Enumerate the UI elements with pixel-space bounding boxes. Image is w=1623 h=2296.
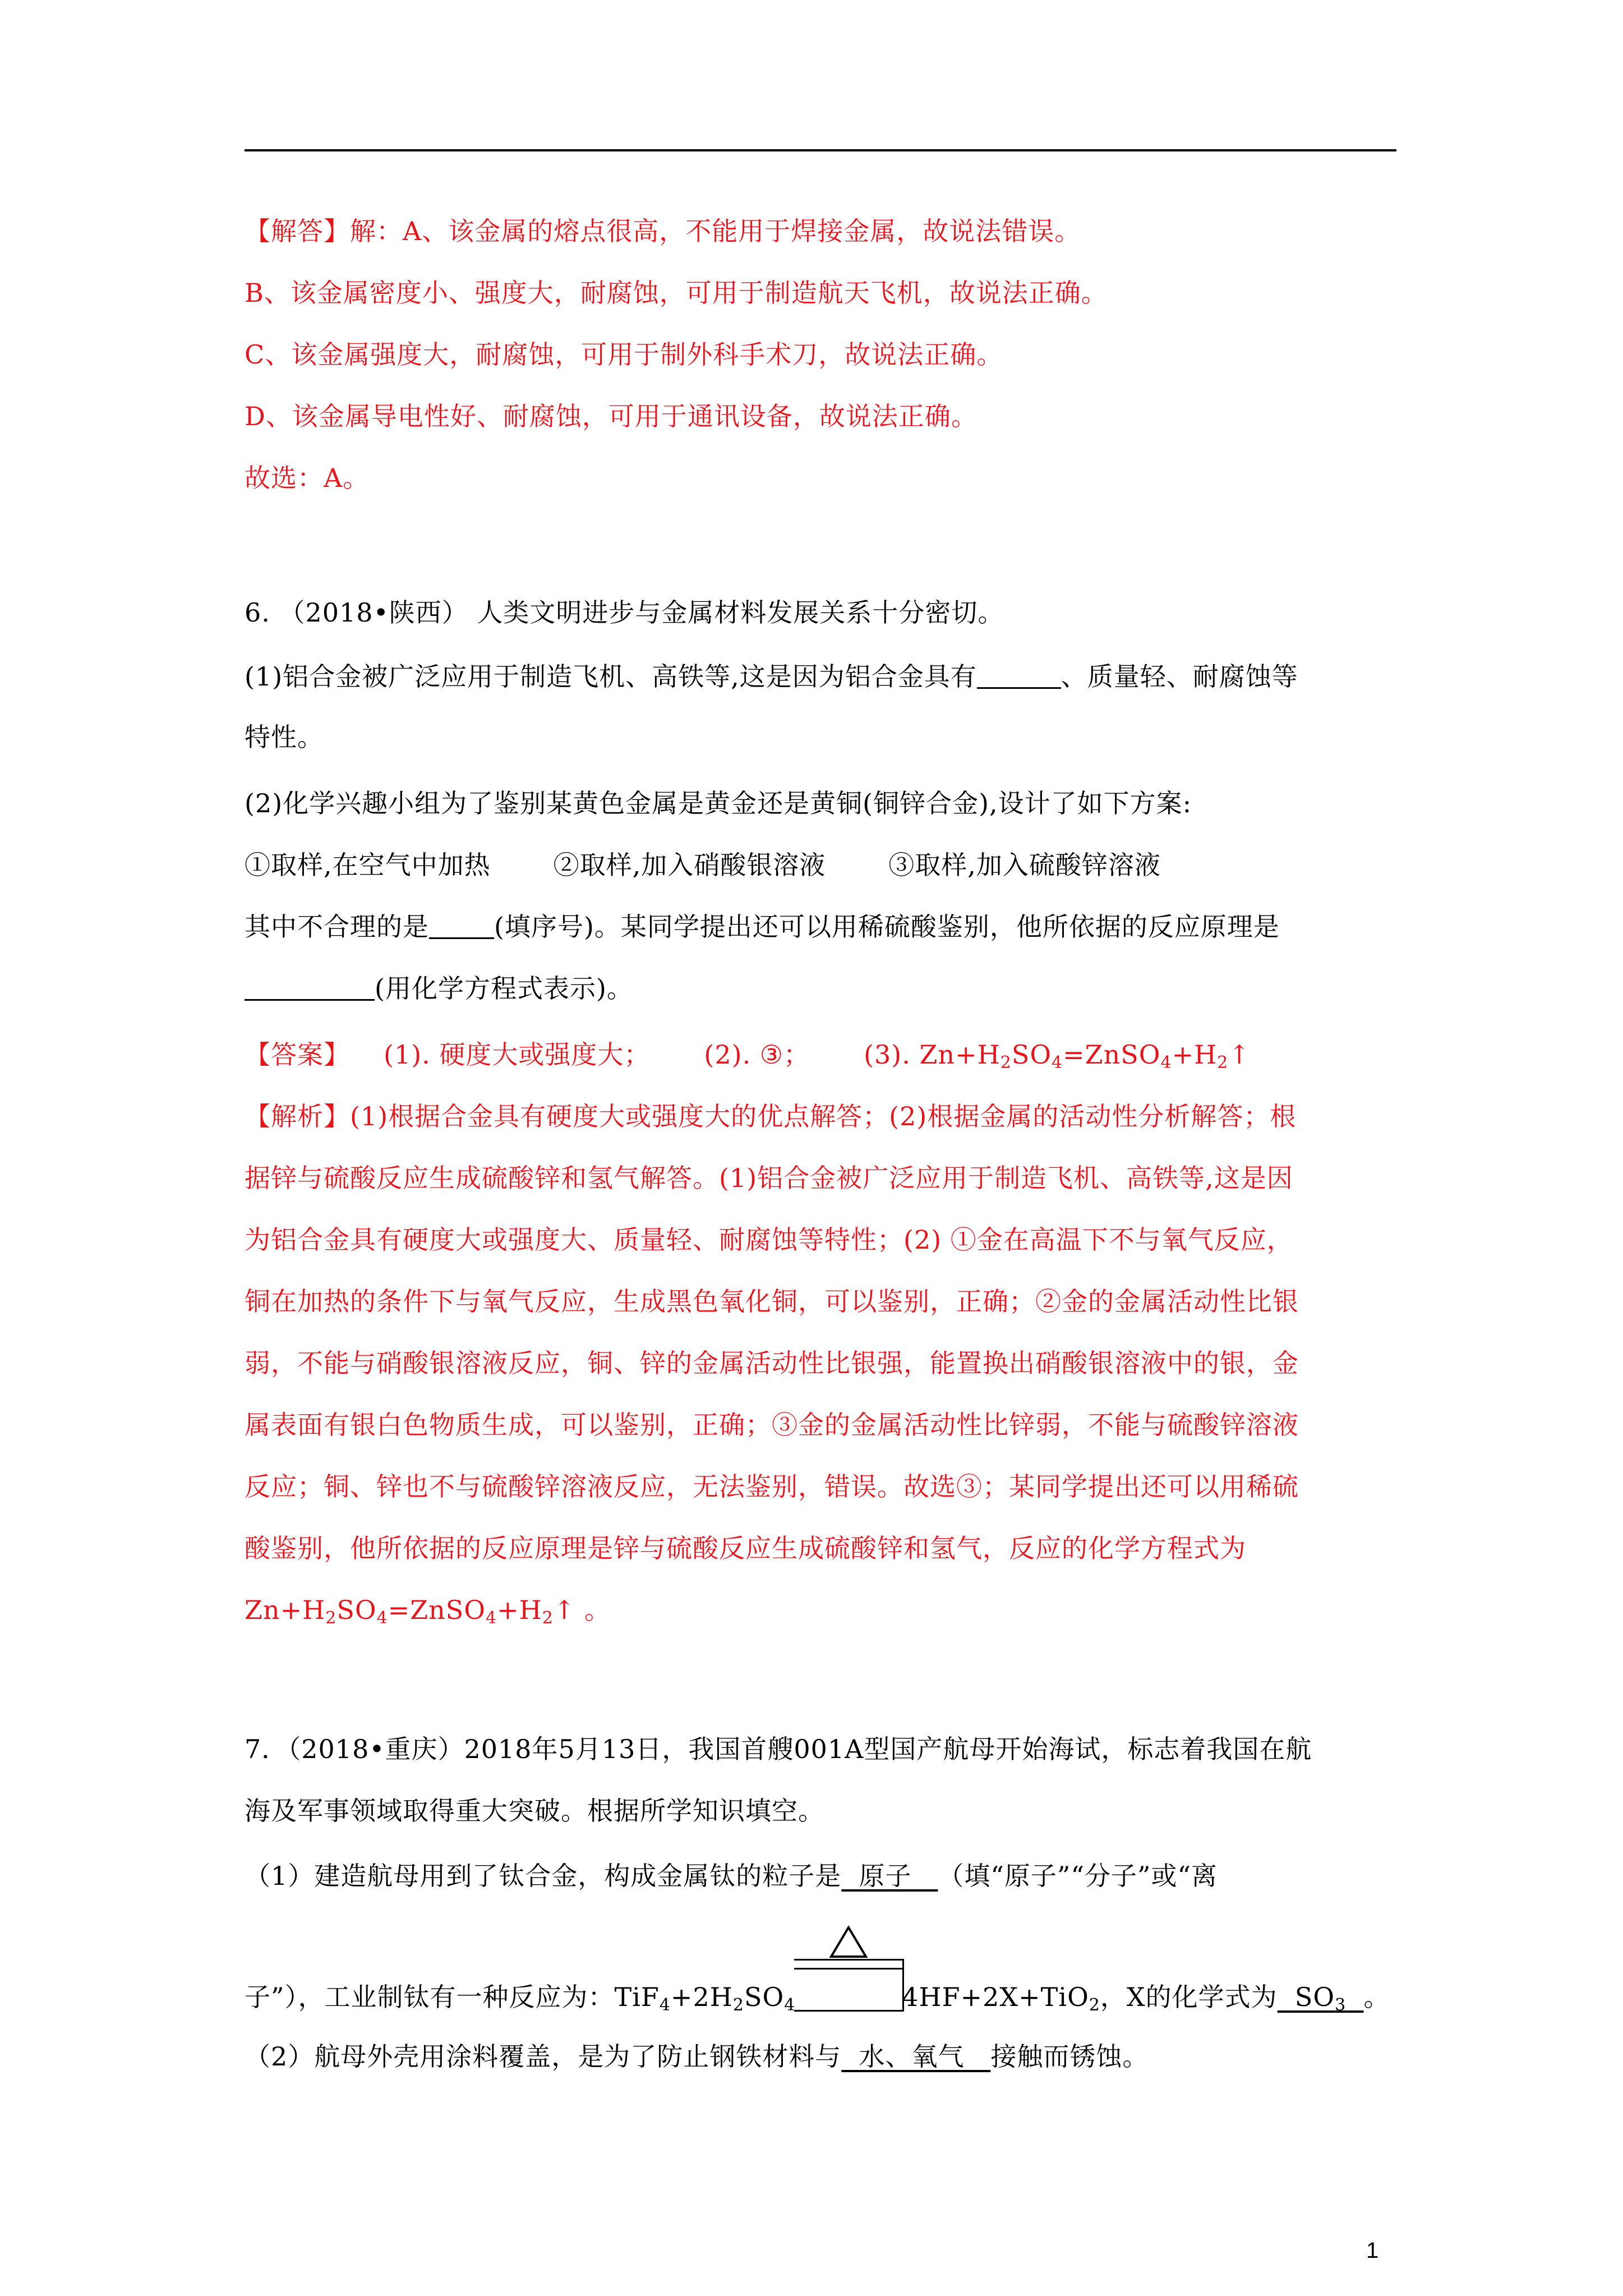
q6-part3-text-b: (填序号)。某同学提出还可以用稀硫酸鉴别，他所依据的反应原理是 [494,912,1280,942]
q6-analysis-line8: 酸鉴别，他所依据的反应原理是锌与硫酸反应生成硫酸锌和氢气，反应的化学方程式为 [245,1533,1246,1563]
q6-option-3: ③取样,加入硫酸锌溶液 [888,850,1161,880]
header-rule [245,149,1396,151]
q6-analysis-line2: 据锌与硫酸反应生成硫酸锌和氢气解答。(1)铝合金被广泛应用于制造飞机、高铁等,这是因 [245,1163,1293,1193]
q6-analysis-line6: 属表面有银白色物质生成，可以鉴别，正确；③金的金属活动性比锌弱，不能与硫酸锌溶液 [245,1410,1299,1440]
q6-part3-text-a: 其中不合理的是 [245,912,429,942]
q6-blank-3 [245,973,375,1001]
question6-part3 [245,910,1396,944]
q6-blank-2 [429,912,494,939]
question6-part1-cont: 特性。 [245,722,324,752]
answer5-line1: 【解答】解：A、该金属的熔点很高，不能用于焊接金属，故说法错误。 [245,216,1081,246]
question6-part2: (2)化学兴趣小组为了鉴别某黄色金属是黄金还是黄铜(铜锌合金),设计了如下方案: [245,788,1192,818]
question6-part3-cont [245,972,1396,1005]
page-number: 1 [1366,2238,1379,2263]
q6-part1-text-a: (1)铝合金被广泛应用于制造飞机、高铁等,这是因为铝合金具有 [245,661,977,692]
q6-answer-2: (2). ③； [704,1039,810,1070]
delta-icon [829,1925,868,1959]
q6-blank-1 [977,661,1061,689]
answer5-line5: 故选：A。 [245,463,370,493]
question7-equation-line: 子”），工业制钛有一种反应为：$TiF_4+2H_2SO_4$ 4HF+2X+TiO$_2$，X的化学式为 $SO_3$ 。 [245,1982,1390,2015]
q6-analysis-equation: $Zn+H_2SO_4=ZnSO_4+H_2↑$ 。 [245,1595,611,1628]
question6-answer [245,1038,1396,1080]
q6-analysis-line3: 为铝合金具有硬度大或强度大、质量轻、耐腐蚀等特性；(2) ①金在高温下不与氧气反应， [245,1225,1293,1255]
q6-part3-text-c: (用化学方程式表示)。 [375,973,633,1004]
question7-title: 7．（2018•重庆）2018年5月13日，我国首艘001A型国产航母开始海试，标志着我国在航 [245,1734,1312,1764]
q6-option-2: ②取样,加入硝酸银溶液 [553,850,826,880]
q7-answer-water-oxygen: 水、氧气 [859,2041,965,2072]
question7-part2: （2）航母外壳用涂料覆盖，是为了防止钢铁材料与 水、氧气 接触而锈蚀。 [245,2041,1149,2072]
answer5-line3: C、该金属强度大，耐腐蚀，可用于制外科手术刀，故说法正确。 [245,339,1003,370]
q6-option-1: ①取样,在空气中加热 [245,850,491,880]
q6-analysis-line4: 铜在加热的条件下与氧气反应，生成黑色氧化铜，可以鉴别，正确；②金的金属活动性比银 [245,1286,1299,1317]
question7-part1: （1）建造航母用到了钛合金，构成金属钛的粒子是 原子 （填“原子”“分子”或“离 [245,1861,1218,1891]
question6-options [245,848,1396,882]
q7-answer-atom: 原子 [859,1861,912,1891]
q6-answer-3: (3). $Zn+H_2SO_4=ZnSO_4+H_2↑$ [864,1039,1251,1073]
q6-part1-text-b: 、质量轻、耐腐蚀等 [1061,661,1298,692]
answer5-line2: B、该金属密度小、强度大，耐腐蚀，可用于制造航天飞机，故说法正确。 [245,278,1108,308]
q6-analysis-line7: 反应；铜、锌也不与硫酸锌溶液反应，无法鉴别，错误。故选③；某同学提出还可以用稀硫 [245,1471,1299,1502]
q6-analysis-line5: 弱，不能与硝酸银溶液反应，铜、锌的金属活动性比银强，能置换出硝酸银溶液中的银，金 [245,1348,1299,1378]
q6-answer-label: 【答案】 [245,1039,350,1070]
q6-answer-1: (1). 硬度大或强度大； [384,1039,651,1070]
q7-answer-formula: $SO_3$ [1294,1982,1347,2015]
question6-part1 [245,660,1396,693]
q6-analysis-line1: 【解析】(1)根据合金具有硬度大或强度大的优点解答；(2)根据金属的活动性分析解答；根 [245,1101,1297,1131]
question6-title: 6. （2018•陕西） 人类文明进步与金属材料发展关系十分密切。 [245,597,1004,628]
question7-line2: 海及军事领域取得重大突破。根据所学知识填空。 [245,1796,824,1826]
answer5-line4: D、该金属导电性好、耐腐蚀，可用于通讯设备，故说法正确。 [245,401,978,431]
